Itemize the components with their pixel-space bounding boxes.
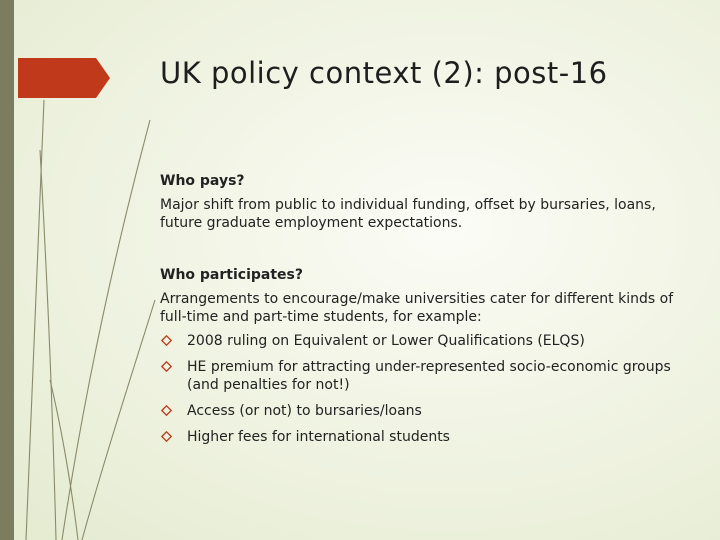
bullet-text: Access (or not) to bursaries/loans [187, 403, 422, 419]
bullet-item [160, 358, 680, 394]
title-accent-tab [18, 58, 110, 98]
diamond-bullet-icon [161, 431, 172, 442]
bullet-item [160, 402, 680, 420]
slide-title: UK policy context (2): post-16 [160, 56, 608, 90]
slide-body [160, 172, 680, 454]
bullet-item [160, 428, 680, 446]
bullet-text: HE premium for attracting under-represented socio-economic groups (and penalties for not!) [187, 359, 671, 393]
diamond-bullet-icon [161, 405, 172, 416]
bullet-item [160, 332, 680, 350]
heading-who-participates: Who participates? [160, 267, 303, 283]
diamond-bullet-icon [161, 335, 172, 346]
heading-who-pays: Who pays? [160, 173, 245, 189]
paragraph-who-participates: Arrangements to encourage/make universities cater for different kinds of full-time and part-time students, for example: [160, 291, 674, 325]
bullet-text: 2008 ruling on Equivalent or Lower Qualifications (ELQS) [187, 333, 585, 349]
diamond-bullet-icon [161, 361, 172, 372]
bullet-text: Higher fees for international students [187, 429, 450, 445]
paragraph-who-pays: Major shift from public to individual funding, offset by bursaries, loans, future graduate employment expectations. [160, 197, 656, 231]
bullet-list [160, 332, 680, 446]
